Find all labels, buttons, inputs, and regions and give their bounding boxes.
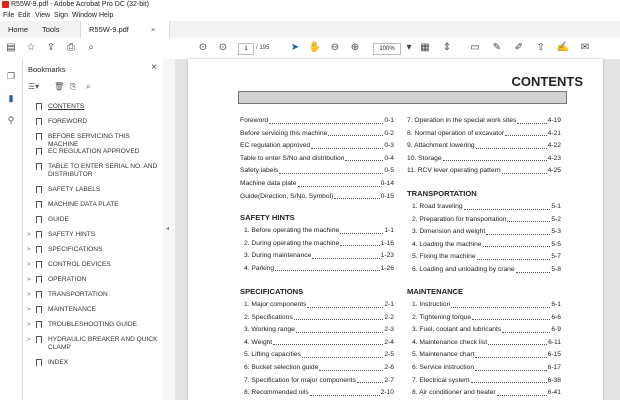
toc-entry-title: EC regulation approved — [240, 142, 311, 150]
toc-left-top — [240, 115, 394, 203]
toc-entry-title: 4. Maintenance check list — [412, 338, 488, 346]
bookmark-label: GUIDE — [48, 216, 69, 223]
toc-entry[interactable] — [407, 153, 561, 166]
highlight-icon[interactable]: ✎ — [492, 42, 502, 53]
toc-entry-title: 10. Storage — [407, 154, 442, 162]
maint-heading: MAINTENANCE — [407, 287, 464, 296]
toc-entry-page: 4-25 — [547, 167, 561, 175]
tab-bar — [0, 21, 620, 39]
toc-entry[interactable] — [244, 225, 394, 238]
toc-leader — [451, 299, 550, 308]
toc-entry-page: 1-16 — [380, 239, 394, 247]
previous-page-icon[interactable]: ⊙ — [198, 42, 208, 53]
toc-entry-page: 0-3 — [384, 142, 394, 150]
expand-chevron-icon[interactable]: > — [27, 247, 31, 253]
toc-entry-title: 3. Dimension and weight — [412, 228, 486, 236]
print-icon[interactable]: ⎙ — [67, 42, 75, 53]
toc-entry[interactable] — [412, 214, 561, 227]
toc-entry[interactable] — [412, 362, 561, 375]
toc-entry-page: 2-7 — [384, 376, 394, 384]
bookmark-icon — [36, 246, 42, 253]
toc-entry-page: 5-5 — [551, 240, 561, 248]
bookmark-icon — [36, 103, 42, 110]
bookmark-star-icon[interactable]: ☆ — [26, 42, 36, 53]
collapse-icon[interactable]: ◂ — [166, 226, 170, 232]
toc-entry[interactable] — [244, 299, 394, 312]
toc-entry-title: 6. Bucket selection guide — [244, 363, 319, 371]
toc-entry-title: 5. Lifting capacities — [244, 351, 301, 359]
toc-leader — [312, 250, 379, 259]
toc-entry[interactable] — [240, 128, 394, 141]
expand-chevron-icon[interactable]: > — [27, 232, 31, 238]
toc-entry-page: 0-5 — [384, 167, 394, 175]
toc-entry-title: Before servicing this machine — [240, 129, 328, 137]
toc-leader — [319, 362, 383, 371]
toc-entry-title: 5. Fixing the machine — [412, 253, 476, 261]
menu-edit[interactable]: Edit — [18, 12, 31, 19]
delete-icon[interactable]: 🗑 — [54, 82, 65, 91]
toc-entry[interactable] — [407, 115, 561, 128]
toc-entry-page: 4-23 — [547, 154, 561, 162]
bookmark-icon — [36, 291, 42, 298]
bookmarks-icon[interactable]: ▮ — [8, 93, 14, 103]
left-nav — [0, 59, 23, 400]
toc-entry[interactable] — [244, 312, 394, 325]
toc-entry-page: 2-10 — [380, 389, 394, 397]
bookmark-icon — [36, 133, 42, 140]
toc-leader — [475, 349, 546, 358]
toc-leader — [340, 225, 383, 234]
toc-entry[interactable] — [412, 375, 561, 388]
attachments-icon[interactable]: ⚲ — [7, 115, 15, 125]
zoom-dropdown-icon[interactable]: ▾ — [406, 42, 412, 53]
menu-view[interactable]: View — [35, 12, 51, 19]
toc-leader — [328, 128, 383, 137]
toc-leader — [279, 165, 383, 174]
toc-leader — [505, 128, 547, 137]
toc-entry-page: 0-4 — [384, 154, 394, 162]
toc-entry-title: 3. During maintenance — [244, 252, 312, 260]
toc-entry[interactable] — [244, 324, 394, 337]
toc-entry-page: 5-1 — [551, 203, 561, 210]
bookmark-label: TABLE TO ENTER SERIAL NO. AND DISTRIBUTOR — [48, 163, 158, 178]
toc-entry-page: 6-1 — [551, 301, 561, 308]
bookmark-label: TRANSPORTATION — [48, 291, 108, 298]
bookmark-label: INDEX — [48, 359, 69, 366]
toc-entry-title: 1. Road traveling — [412, 203, 463, 210]
toc-leader — [472, 312, 550, 321]
toc-entry-title: 2. Preparation for transportation — [412, 215, 507, 223]
comment-icon[interactable]: ▭ — [470, 42, 480, 53]
toc-entry[interactable] — [244, 387, 394, 400]
tab-home[interactable]: Home — [8, 25, 29, 34]
toc-entry-page: 0-2 — [384, 129, 394, 137]
bookmark-icon — [36, 261, 42, 268]
toc-entry[interactable] — [244, 250, 394, 263]
toc-entry-title: 4. Loading the machine — [412, 240, 482, 248]
toc-entry[interactable] — [240, 153, 394, 166]
toc-entry-page: 5-2 — [551, 215, 561, 223]
toc-leader — [298, 178, 380, 187]
title-band — [238, 91, 567, 104]
toc-entry-page: 6-6 — [551, 313, 561, 321]
toc-entry-page: 5-7 — [551, 253, 561, 261]
bookmarks-heading: Bookmarks — [28, 65, 66, 74]
options-icon[interactable]: ☰▾ — [28, 82, 40, 91]
bookmark-label: MAINTENANCE — [48, 306, 96, 313]
toc-leader — [357, 375, 383, 384]
toc-entry-page: 6-41 — [547, 389, 561, 397]
bookmark-icon — [36, 118, 42, 125]
bookmarks-toolbar — [28, 82, 148, 94]
bookmark-label: BEFORE SERVICING THIS MACHINE — [48, 133, 130, 148]
expand-chevron-icon[interactable]: > — [27, 322, 31, 328]
toc-entry-title: 3. Fuel, coolant and lubricants — [412, 326, 502, 334]
toc-entry[interactable] — [412, 349, 561, 362]
hand-tool-icon[interactable]: ✋ — [308, 42, 322, 53]
specs-heading: SPECIFICATIONS — [240, 287, 304, 296]
toc-entry-title: 2. Tightening torque — [412, 313, 472, 321]
toc-entry[interactable] — [412, 251, 561, 264]
toc-leader — [516, 264, 551, 273]
toc-entry-page: 6-15 — [547, 351, 561, 359]
select-cursor-icon[interactable]: ➤ — [290, 42, 300, 53]
menu-sign[interactable]: Sign — [54, 12, 69, 19]
toc-entry-title: Machine data plate — [240, 179, 297, 187]
find-bookmark-icon[interactable]: ⌕ — [86, 82, 91, 91]
toc-entry-page: 6-17 — [547, 363, 561, 371]
toc-entry-page: 2-4 — [384, 338, 394, 346]
zoom-out-icon[interactable]: ⊖ — [330, 42, 340, 53]
bookmark-icon — [36, 336, 42, 343]
bookmark-icon — [36, 216, 42, 223]
bookmark-icon — [36, 276, 42, 283]
bookmark-icon — [36, 186, 42, 193]
share-icon[interactable]: ⇧ — [536, 42, 546, 53]
scroll-mode-icon[interactable]: ⇕ — [442, 42, 452, 53]
toc-entry-title: 9. Attachment lowering — [407, 142, 475, 150]
toc-entry-page: 4-19 — [547, 117, 561, 124]
expand-chevron-icon[interactable]: > — [27, 307, 31, 313]
toc-leader — [483, 239, 551, 248]
acrobat-icon — [2, 1, 9, 8]
toc-leader — [294, 312, 384, 321]
bookmark-icon — [36, 306, 42, 313]
toc-leader — [502, 324, 550, 333]
toc-entry-page: 1-26 — [380, 264, 394, 272]
tab-close-icon[interactable]: × — [150, 25, 156, 34]
toc-entry-title: 4. Parking — [244, 264, 275, 272]
menu-bar — [0, 10, 620, 21]
toc-leader — [345, 153, 383, 162]
toc-entry[interactable] — [412, 264, 561, 277]
bookmarks-close-icon[interactable]: × — [151, 62, 157, 73]
bookmark-label: OPERATION — [48, 276, 87, 283]
transport-heading: TRANSPORTATION — [407, 189, 477, 198]
toc-leader — [517, 115, 546, 124]
toc-leader — [476, 140, 547, 149]
toc-entry-title: Table to enter S/No and distribution — [240, 154, 345, 162]
toc-entry-page: 0-1 — [384, 117, 394, 124]
next-page-icon[interactable]: ⊙ — [218, 42, 228, 53]
expand-chevron-icon[interactable]: > — [27, 277, 31, 283]
toc-entry-page: 6-11 — [548, 338, 561, 346]
tab-document[interactable] — [80, 21, 170, 38]
expand-chevron-icon[interactable]: > — [27, 337, 31, 343]
page-number-input[interactable]: 1 — [238, 43, 254, 55]
zoom-select[interactable]: 100% — [373, 43, 401, 55]
toc-entry-title: 11. RCV lever operating pattern — [407, 167, 501, 175]
toc-entry-page: 0-14 — [380, 179, 394, 187]
toc-transport — [412, 201, 561, 277]
toc-maintenance — [412, 299, 561, 400]
toc-entry[interactable] — [244, 337, 394, 350]
bookmark-icon — [36, 321, 42, 328]
toc-entry-title: 8. Normal operation of excavator — [407, 129, 505, 137]
toc-entry-title: 1. Major components — [244, 301, 307, 308]
toc-right-top — [407, 115, 561, 178]
toc-entry-title: 3. Working range — [244, 326, 295, 334]
toc-leader — [488, 337, 547, 346]
toc-entry[interactable] — [244, 362, 394, 375]
toc-entry[interactable] — [412, 201, 561, 214]
toc-entry[interactable] — [244, 375, 394, 388]
tab-document-label: R55W-9.pdf — [89, 25, 129, 34]
toc-leader — [302, 349, 383, 358]
toc-entry-title: 4. Weight — [244, 338, 273, 346]
toc-leader — [464, 201, 551, 210]
toc-entry-title: 6. Loading and unloading by crane — [412, 265, 515, 273]
toc-entry-title: 7. Operation in the special work sites — [407, 117, 517, 124]
bookmark-label: TROUBLESHOOTING GUIDE — [48, 321, 138, 328]
zoom-in-icon[interactable]: ⊕ — [350, 42, 360, 53]
bookmark-label: FOREWORD — [48, 118, 88, 125]
bookmark-label: CONTROL DEVICES — [48, 261, 111, 268]
toc-entry[interactable] — [244, 263, 394, 276]
toc-entry[interactable] — [407, 140, 561, 153]
toc-entry-title: Safety labels — [240, 167, 279, 175]
toc-leader — [502, 165, 547, 174]
toc-leader — [507, 214, 550, 223]
toc-entry-page: 4-21 — [547, 129, 561, 137]
toc-entry-title: 8. Air conditioner and heater — [412, 389, 496, 397]
bookmark-icon — [36, 163, 42, 170]
send-icon[interactable]: ✉ — [580, 42, 590, 53]
bookmark-label: HYDRAULIC BREAKER AND QUICK CLAMP — [48, 336, 158, 351]
toc-entry[interactable] — [412, 387, 561, 400]
toc-leader — [296, 324, 384, 333]
toc-entry[interactable] — [412, 239, 561, 252]
toc-entry[interactable] — [240, 165, 394, 178]
toc-entry[interactable] — [244, 238, 394, 251]
toc-entry-page: 1-1 — [384, 227, 394, 234]
pen-icon[interactable]: ✐ — [514, 42, 524, 53]
toc-entry[interactable] — [240, 178, 394, 191]
search-icon[interactable]: ⌕ — [88, 42, 94, 53]
bookmark-label: EC REGULATION APPROVED — [48, 148, 140, 155]
new-bookmark-icon[interactable]: ⎘ — [70, 82, 77, 91]
toc-entry-page: 4-22 — [547, 142, 561, 150]
toc-entry-title: 2. During operating the machine — [244, 239, 340, 247]
toc-entry[interactable] — [412, 312, 561, 325]
toc-leader — [471, 375, 547, 384]
toc-entry[interactable] — [407, 128, 561, 141]
toc-entry-page: 2-5 — [384, 351, 394, 359]
toc-leader — [310, 387, 380, 396]
menu-help[interactable]: Help — [99, 12, 114, 19]
bookmark-icon — [36, 201, 42, 208]
toc-leader — [311, 140, 383, 149]
toc-entry-page: 5-3 — [551, 228, 561, 236]
upload-icon[interactable]: ⇪ — [46, 42, 56, 53]
sign-icon[interactable]: ✍ — [556, 42, 570, 53]
toc-entry[interactable] — [412, 226, 561, 239]
bookmark-icon — [36, 148, 42, 155]
toc-entry[interactable] — [412, 299, 561, 312]
toc-entry-page: 6-9 — [551, 326, 561, 334]
toc-specs — [244, 299, 394, 400]
bookmark-icon — [36, 359, 42, 366]
expand-chevron-icon[interactable]: > — [27, 292, 31, 298]
toc-leader — [486, 226, 550, 235]
toc-leader — [269, 115, 383, 124]
toc-entry-title: Foreword — [240, 117, 269, 124]
bookmark-label: SAFETY LABELS — [48, 186, 101, 193]
bookmark-label: MACHINE DATA PLATE — [48, 201, 119, 208]
toc-leader — [497, 387, 547, 396]
bookmark-icon — [36, 231, 42, 238]
toc-entry-title: 6. Service instruction — [412, 363, 475, 371]
page-total: / 195 — [256, 45, 270, 51]
menu-file[interactable]: File — [3, 12, 15, 19]
title-bar — [0, 0, 620, 10]
toolbar — [0, 38, 620, 60]
toc-leader — [443, 153, 547, 162]
toc-entry[interactable] — [240, 191, 394, 204]
bookmark-label: SAFETY HINTS — [48, 231, 96, 238]
page-thumbnails-icon[interactable]: ❐ — [6, 71, 16, 81]
toc-leader — [334, 191, 379, 200]
bookmark-label: SPECIFICATIONS — [48, 246, 103, 253]
expand-chevron-icon[interactable]: > — [27, 262, 31, 268]
panel-splitter[interactable] — [163, 59, 175, 400]
toc-entry[interactable] — [412, 324, 561, 337]
document-viewer — [175, 59, 620, 400]
toc-entry[interactable] — [244, 349, 394, 362]
toc-entry-page: 1-23 — [380, 252, 394, 260]
toc-entry[interactable] — [240, 140, 394, 153]
menu-window[interactable]: Window — [72, 12, 97, 19]
toc-entry-title: 8. Recommended oils — [244, 389, 309, 397]
window-title: R55W-9.pdf - Adobe Acrobat Pro DC (32-bit) — [11, 1, 149, 8]
bookmarks-panel — [23, 59, 164, 400]
save-icon[interactable]: ▤ — [6, 42, 16, 53]
toc-leader — [273, 337, 383, 346]
toc-entry-title: 7. Electrical system — [412, 376, 470, 384]
toc-entry-title: 2. Specifications — [244, 313, 293, 321]
toc-entry[interactable] — [240, 115, 394, 128]
toc-entry-title: 7. Specification for major components — [244, 376, 356, 384]
tab-tools[interactable]: Tools — [42, 25, 60, 34]
toc-entry-page: 0-15 — [380, 192, 394, 200]
bookmark-label: CONTENTS — [48, 103, 85, 110]
toc-leader — [475, 362, 547, 371]
contents-title: CONTENTS — [511, 74, 583, 89]
toc-leader — [477, 251, 551, 260]
toc-entry-title: 1. Instruction — [412, 301, 451, 308]
toc-entry[interactable] — [412, 337, 561, 350]
toc-entry[interactable] — [407, 165, 561, 178]
toc-entry-title: 1. Before operating the machine — [244, 227, 340, 234]
toc-entry-page: 5-8 — [551, 265, 561, 273]
toc-safety — [244, 225, 394, 275]
pdf-page — [188, 59, 603, 400]
toc-entry-page: 2-1 — [384, 301, 394, 308]
toc-entry-page: 2-6 — [384, 363, 394, 371]
toc-entry-page: 2-2 — [384, 313, 394, 321]
toc-leader — [275, 263, 379, 272]
toc-entry-page: 2-3 — [384, 326, 394, 334]
page-display-icon[interactable]: ▦ — [420, 42, 430, 53]
safety-heading: SAFETY HINTS — [240, 213, 295, 222]
toc-leader — [307, 299, 383, 308]
toc-entry-title: 5. Maintenance chart — [412, 351, 475, 359]
toc-entry-page: 6-38 — [547, 376, 561, 384]
toc-leader — [340, 238, 379, 247]
toc-entry-title: Guide(Direction, S/No, Symbol) — [240, 192, 334, 200]
